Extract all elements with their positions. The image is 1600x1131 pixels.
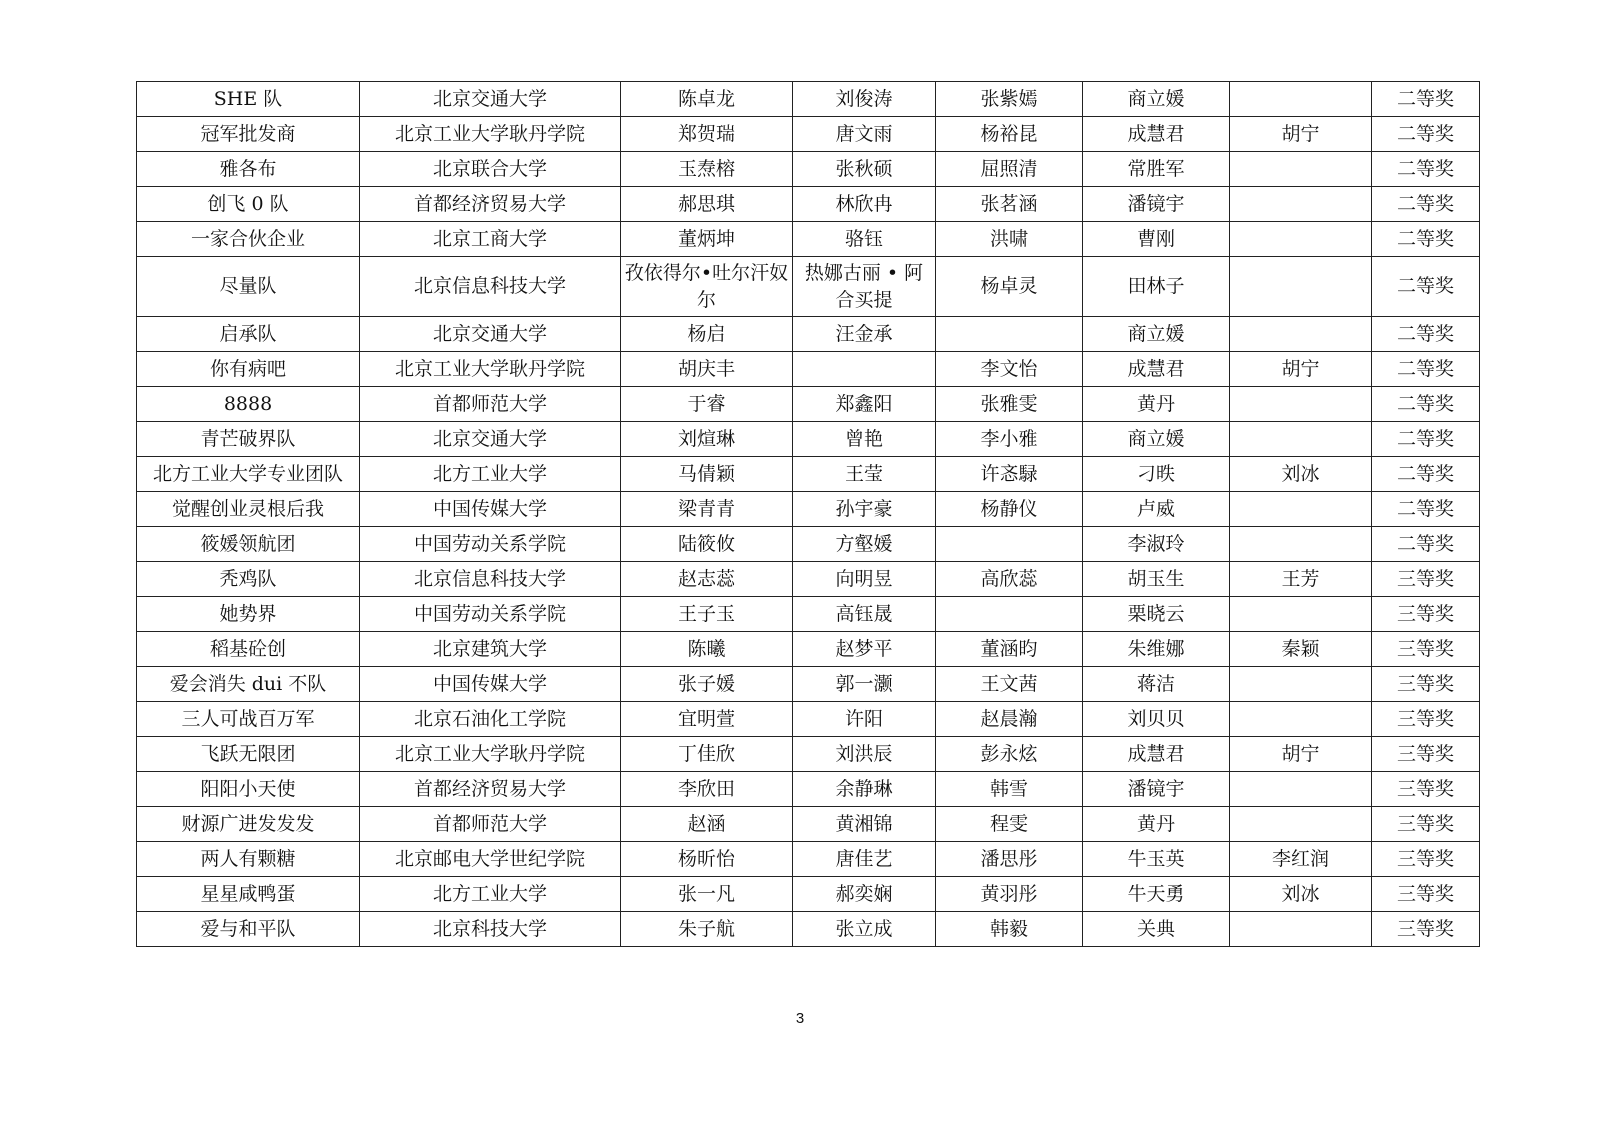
award-cell: 二等奖 [1372,527,1480,562]
school-cell: 北京信息科技大学 [360,257,621,317]
table-row [137,877,1480,912]
member-cell: 屈照清 [936,152,1083,187]
advisor-cell [1230,807,1372,842]
member-cell: 彭永炫 [936,737,1083,772]
table-row [137,257,1480,317]
advisor-cell: 牛天勇 [1083,877,1230,912]
school-cell: 北京工商大学 [360,222,621,257]
advisor-cell: 潘镜宇 [1083,772,1230,807]
member-cell: 刘俊涛 [793,82,936,117]
member-cell: 于睿 [621,387,793,422]
member-cell: 张紫嫣 [936,82,1083,117]
award-cell: 二等奖 [1372,187,1480,222]
team-name-cell: 启承队 [137,317,360,352]
advisor-cell: 朱维娜 [1083,632,1230,667]
advisor-cell: 商立媛 [1083,317,1230,352]
member-cell: 张雅雯 [936,387,1083,422]
award-cell: 三等奖 [1372,912,1480,947]
award-cell: 二等奖 [1372,492,1480,527]
award-cell: 三等奖 [1372,667,1480,702]
advisor-cell: 刁昳 [1083,457,1230,492]
table-row [137,702,1480,737]
table-row [137,597,1480,632]
member-cell: 潘思彤 [936,842,1083,877]
team-name-cell: 创飞 0 队 [137,187,360,222]
team-name-cell: 两人有颗糖 [137,842,360,877]
award-table [136,81,1480,947]
table-row [137,912,1480,947]
table-row [137,352,1480,387]
team-name-cell: 阳阳小天使 [137,772,360,807]
team-name-cell: 你有病吧 [137,352,360,387]
award-cell: 二等奖 [1372,82,1480,117]
award-cell: 三等奖 [1372,842,1480,877]
member-cell: 孙宇豪 [793,492,936,527]
member-cell: 黄湘锦 [793,807,936,842]
table-row [137,457,1480,492]
award-cell: 二等奖 [1372,257,1480,317]
member-cell: 王文茜 [936,667,1083,702]
member-cell: 陆筱攸 [621,527,793,562]
advisor-cell: 刘冰 [1230,457,1372,492]
award-cell: 二等奖 [1372,422,1480,457]
advisor-cell: 王芳 [1230,562,1372,597]
school-cell: 北京邮电大学世纪学院 [360,842,621,877]
member-cell: 李小雅 [936,422,1083,457]
member-cell: 杨昕怡 [621,842,793,877]
member-cell: 洪啸 [936,222,1083,257]
table-row [137,562,1480,597]
award-cell: 二等奖 [1372,352,1480,387]
member-cell: 郑贺瑞 [621,117,793,152]
team-name-cell: 北方工业大学专业团队 [137,457,360,492]
school-cell: 北京信息科技大学 [360,562,621,597]
member-cell: 陈卓龙 [621,82,793,117]
advisor-cell: 成慧君 [1083,352,1230,387]
member-cell: 李文怡 [936,352,1083,387]
advisor-cell: 商立媛 [1083,422,1230,457]
member-cell: 王莹 [793,457,936,492]
school-cell: 中国传媒大学 [360,492,621,527]
advisor-cell [1230,387,1372,422]
member-cell: 张立成 [793,912,936,947]
team-name-cell: 尽量队 [137,257,360,317]
advisor-cell: 关典 [1083,912,1230,947]
school-cell: 北京交通大学 [360,317,621,352]
member-cell [936,527,1083,562]
member-cell: 赵涵 [621,807,793,842]
table-row [137,117,1480,152]
advisor-cell [1230,317,1372,352]
member-cell: 程雯 [936,807,1083,842]
award-cell: 二等奖 [1372,387,1480,422]
award-cell: 三等奖 [1372,597,1480,632]
table-row [137,492,1480,527]
advisor-cell: 栗晓云 [1083,597,1230,632]
advisor-cell: 胡玉生 [1083,562,1230,597]
member-cell: 唐文雨 [793,117,936,152]
member-cell: 王子玉 [621,597,793,632]
advisor-cell [1230,152,1372,187]
member-cell: 张茗涵 [936,187,1083,222]
member-cell: 余静琳 [793,772,936,807]
member-cell: 丁佳欣 [621,737,793,772]
member-cell: 赵晨瀚 [936,702,1083,737]
school-cell: 首都师范大学 [360,387,621,422]
member-cell: 曾艳 [793,422,936,457]
advisor-cell: 刘贝贝 [1083,702,1230,737]
member-cell: 朱子航 [621,912,793,947]
team-name-cell: 爱与和平队 [137,912,360,947]
member-cell: 韩雪 [936,772,1083,807]
member-cell: 董炳坤 [621,222,793,257]
school-cell: 北京联合大学 [360,152,621,187]
advisor-cell [1230,422,1372,457]
team-name-cell: 雅各布 [137,152,360,187]
member-cell [936,317,1083,352]
member-cell: 郝思琪 [621,187,793,222]
member-cell: 高钰晟 [793,597,936,632]
school-cell: 北京工业大学耿丹学院 [360,117,621,152]
advisor-cell [1230,527,1372,562]
award-cell: 三等奖 [1372,807,1480,842]
member-cell: 梁青青 [621,492,793,527]
advisor-cell: 秦颖 [1230,632,1372,667]
school-cell: 中国劳动关系学院 [360,597,621,632]
table-row [137,842,1480,877]
award-table-body [137,82,1480,947]
team-name-cell: 一家合伙企业 [137,222,360,257]
school-cell: 首都师范大学 [360,807,621,842]
team-name-cell: 星星咸鸭蛋 [137,877,360,912]
school-cell: 北京交通大学 [360,422,621,457]
member-cell: 赵志蕊 [621,562,793,597]
advisor-cell [1230,187,1372,222]
award-cell: 二等奖 [1372,457,1480,492]
team-name-cell: 爱会消失 dui 不队 [137,667,360,702]
advisor-cell: 胡宁 [1230,737,1372,772]
advisor-cell: 李红润 [1230,842,1372,877]
member-cell: 李欣田 [621,772,793,807]
table-row [137,152,1480,187]
table-row [137,667,1480,702]
table-row [137,632,1480,667]
advisor-cell [1230,257,1372,317]
member-cell [793,352,936,387]
advisor-cell [1230,772,1372,807]
member-cell: 骆钰 [793,222,936,257]
team-name-cell: 8888 [137,387,360,422]
table-row [137,737,1480,772]
member-cell: 刘洪辰 [793,737,936,772]
member-cell: 林欣冉 [793,187,936,222]
award-cell: 三等奖 [1372,632,1480,667]
school-cell: 北方工业大学 [360,457,621,492]
advisor-cell [1230,667,1372,702]
table-row [137,422,1480,457]
member-cell: 孜依得尔•吐尔汗奴尔 [621,257,793,317]
member-cell: 许忞騄 [936,457,1083,492]
advisor-cell: 胡宁 [1230,352,1372,387]
advisor-cell [1230,912,1372,947]
advisor-cell: 曹刚 [1083,222,1230,257]
member-cell: 郑鑫阳 [793,387,936,422]
member-cell: 许阳 [793,702,936,737]
member-cell: 热娜古丽 • 阿合买提 [793,257,936,317]
advisor-cell: 田林子 [1083,257,1230,317]
member-cell: 唐佳艺 [793,842,936,877]
member-cell: 杨裕昆 [936,117,1083,152]
award-cell: 三等奖 [1372,702,1480,737]
table-row [137,187,1480,222]
team-name-cell: SHE 队 [137,82,360,117]
member-cell: 刘煊琳 [621,422,793,457]
member-cell: 胡庆丰 [621,352,793,387]
school-cell: 北京科技大学 [360,912,621,947]
team-name-cell: 青芒破界队 [137,422,360,457]
member-cell: 杨启 [621,317,793,352]
member-cell: 高欣蕊 [936,562,1083,597]
team-name-cell: 财源广进发发发 [137,807,360,842]
team-name-cell: 冠军批发商 [137,117,360,152]
team-name-cell: 飞跃无限团 [137,737,360,772]
advisor-cell: 黄丹 [1083,387,1230,422]
member-cell: 郝奕娴 [793,877,936,912]
school-cell: 中国劳动关系学院 [360,527,621,562]
member-cell: 陈曦 [621,632,793,667]
award-cell: 二等奖 [1372,117,1480,152]
school-cell: 首都经济贸易大学 [360,187,621,222]
award-cell: 二等奖 [1372,317,1480,352]
member-cell: 杨卓灵 [936,257,1083,317]
advisor-cell: 黄丹 [1083,807,1230,842]
award-cell: 三等奖 [1372,562,1480,597]
advisor-cell: 卢威 [1083,492,1230,527]
member-cell: 张一凡 [621,877,793,912]
table-row [137,222,1480,257]
member-cell: 赵梦平 [793,632,936,667]
school-cell: 首都经济贸易大学 [360,772,621,807]
member-cell [936,597,1083,632]
member-cell: 黄羽彤 [936,877,1083,912]
advisor-cell [1230,597,1372,632]
advisor-cell [1230,222,1372,257]
member-cell: 汪金承 [793,317,936,352]
school-cell: 北京建筑大学 [360,632,621,667]
advisor-cell: 蒋洁 [1083,667,1230,702]
school-cell: 中国传媒大学 [360,667,621,702]
award-cell: 二等奖 [1372,152,1480,187]
school-cell: 北京石油化工学院 [360,702,621,737]
member-cell: 宜明萱 [621,702,793,737]
award-cell: 三等奖 [1372,877,1480,912]
member-cell: 张秋硕 [793,152,936,187]
table-row [137,82,1480,117]
advisor-cell [1230,492,1372,527]
member-cell: 董涵昀 [936,632,1083,667]
table-row [137,772,1480,807]
member-cell: 杨静仪 [936,492,1083,527]
advisor-cell: 成慧君 [1083,737,1230,772]
advisor-cell: 李淑玲 [1083,527,1230,562]
award-cell: 三等奖 [1372,772,1480,807]
school-cell: 北方工业大学 [360,877,621,912]
team-name-cell: 秃鸡队 [137,562,360,597]
page-number: 3 [795,1010,805,1027]
table-row [137,527,1480,562]
advisor-cell: 刘冰 [1230,877,1372,912]
advisor-cell [1230,702,1372,737]
team-name-cell: 稻基砼创 [137,632,360,667]
table-row [137,387,1480,422]
advisor-cell: 成慧君 [1083,117,1230,152]
member-cell: 张子媛 [621,667,793,702]
member-cell: 马倩颖 [621,457,793,492]
table-row [137,317,1480,352]
advisor-cell: 商立媛 [1083,82,1230,117]
team-name-cell: 筱媛领航团 [137,527,360,562]
school-cell: 北京工业大学耿丹学院 [360,737,621,772]
school-cell: 北京工业大学耿丹学院 [360,352,621,387]
advisor-cell: 胡宁 [1230,117,1372,152]
advisor-cell [1230,82,1372,117]
member-cell: 郭一灏 [793,667,936,702]
member-cell: 玉焘榕 [621,152,793,187]
advisor-cell: 常胜军 [1083,152,1230,187]
team-name-cell: 三人可战百万军 [137,702,360,737]
advisor-cell: 牛玉英 [1083,842,1230,877]
table-row [137,807,1480,842]
advisor-cell: 潘镜宇 [1083,187,1230,222]
team-name-cell: 她势界 [137,597,360,632]
award-cell: 二等奖 [1372,222,1480,257]
member-cell: 向明昱 [793,562,936,597]
member-cell: 韩毅 [936,912,1083,947]
school-cell: 北京交通大学 [360,82,621,117]
member-cell: 方壑媛 [793,527,936,562]
team-name-cell: 觉醒创业灵根后我 [137,492,360,527]
award-cell: 三等奖 [1372,737,1480,772]
